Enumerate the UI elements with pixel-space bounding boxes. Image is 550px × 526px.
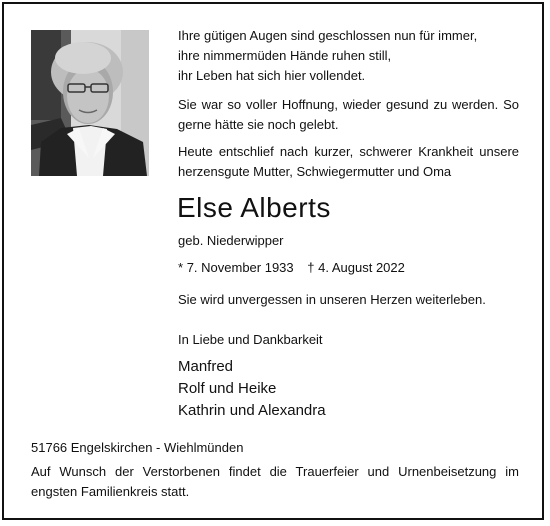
funeral-note: Auf Wunsch der Verstorbenen findet die Trauerfeier und Urnenbeisetzung im engsten Familienkreis statt. xyxy=(31,464,519,499)
mourner-name: Rolf und Heike xyxy=(178,380,277,397)
hope-paragraph: Sie war so voller Hoffnung, wieder gesund zu werden. So gerne hätte sie noch gelebt. xyxy=(178,97,519,132)
poem-line: Ihre gütigen Augen sind geschlossen nun für immer, xyxy=(178,28,478,43)
life-dates xyxy=(178,258,405,278)
portrait-photo xyxy=(31,30,149,176)
remembrance-line: Sie wird unvergessen in unseren Herzen weiterleben. xyxy=(178,292,486,307)
poem-line: ihr Leben hat sich hier vollendet. xyxy=(178,68,366,83)
death-date: 4. August 2022 xyxy=(318,260,405,275)
passing-paragraph: Heute entschlief nach kurzer, schwerer Krankheit unsere herzensgute Mutter, Schwiegermutter und Oma xyxy=(178,144,519,179)
death-symbol: † xyxy=(307,260,315,275)
poem xyxy=(178,26,523,86)
birth-symbol: * xyxy=(178,260,184,275)
mourner-name: Kathrin und Alexandra xyxy=(178,402,326,419)
mourner-name: Manfred xyxy=(178,358,234,375)
poem-line: ihre nimmermüden Hände ruhen still, xyxy=(178,48,392,63)
deceased-name: Else Alberts xyxy=(177,192,331,223)
closing-line: In Liebe und Dankbarkeit xyxy=(178,332,323,347)
location-line: 51766 Engelskirchen - Wiehlmünden xyxy=(31,440,244,455)
birth-date: 7. November 1933 xyxy=(186,260,294,275)
maiden-name: geb. Niederwipper xyxy=(178,233,284,248)
